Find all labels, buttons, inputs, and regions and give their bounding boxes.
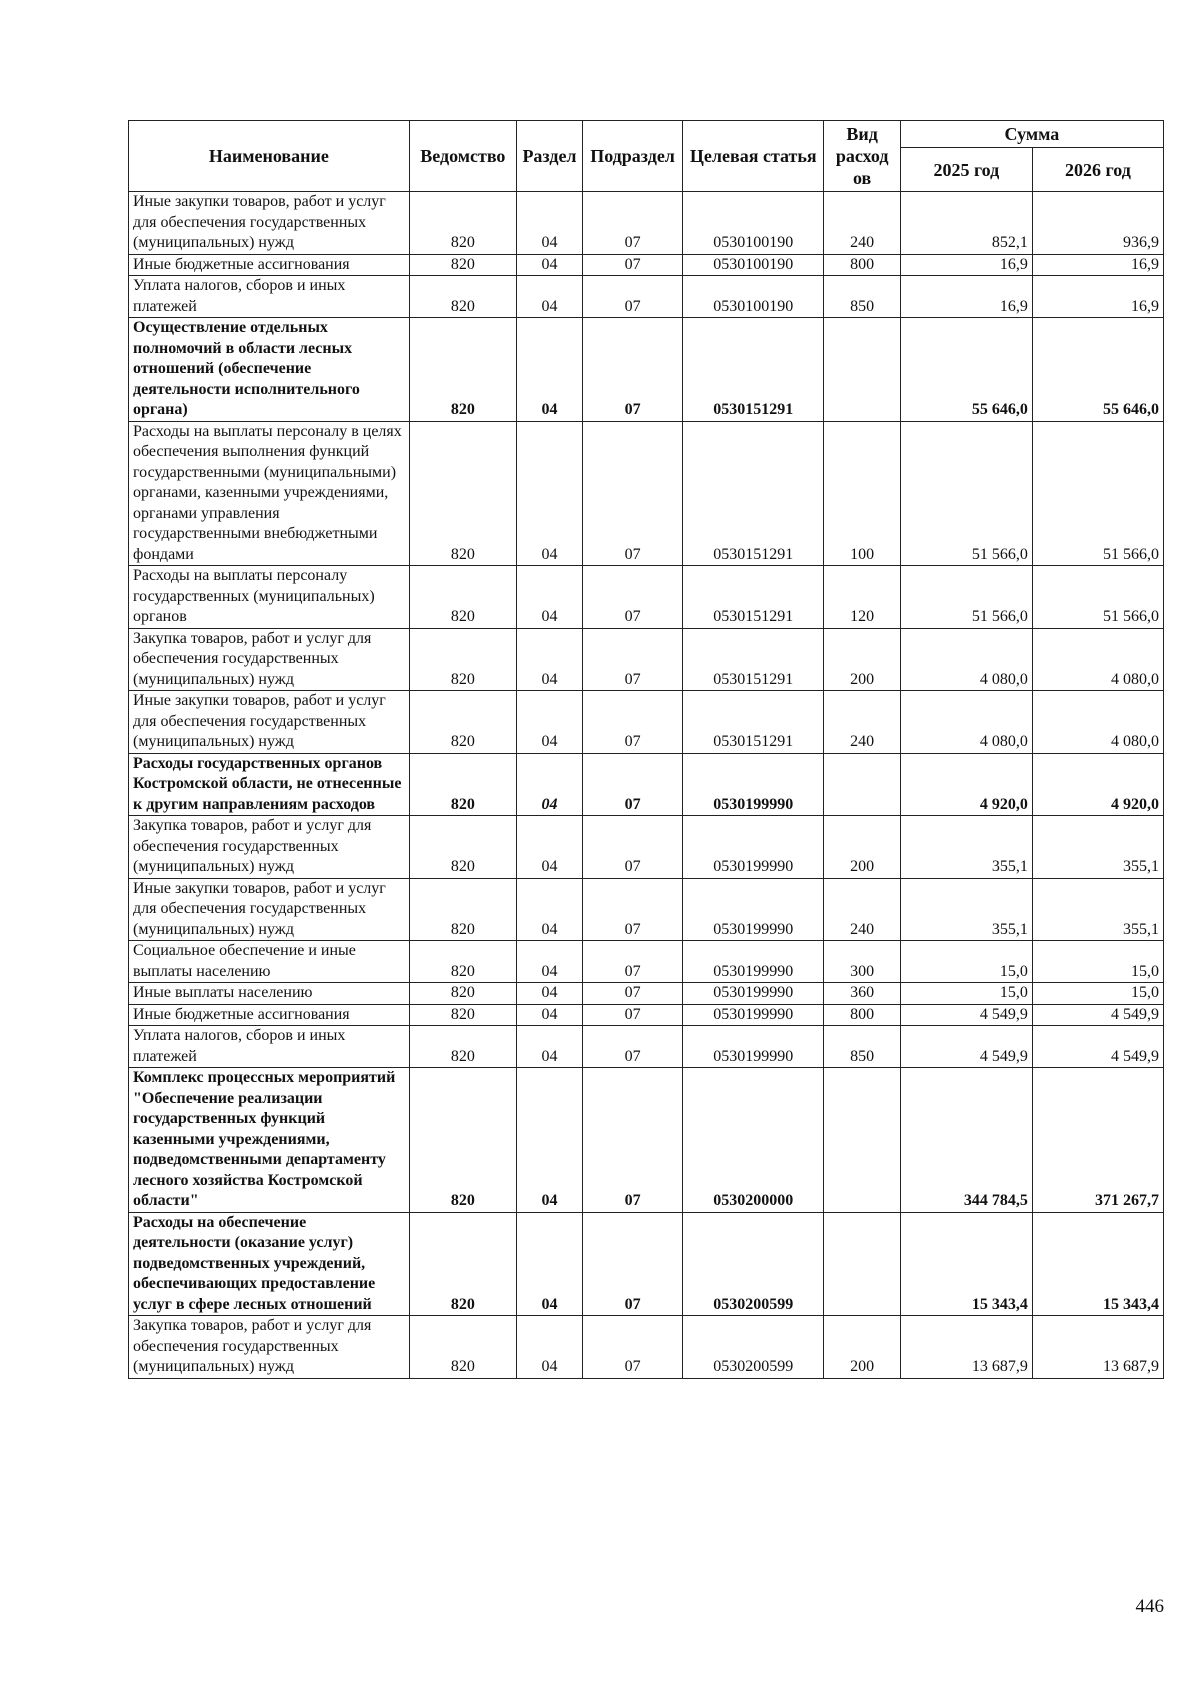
cell-sum-2025: 4 549,9 (900, 1004, 1032, 1026)
cell-podrazdel: 07 (583, 878, 683, 941)
cell-sum-2026: 55 646,0 (1032, 318, 1163, 422)
header-expense-type: Вид расход ов (824, 121, 900, 192)
cell-vedomstvo: 820 (409, 566, 516, 629)
cell-podrazdel: 07 (583, 1212, 683, 1316)
cell-razdel: 04 (516, 1004, 582, 1026)
cell-vedomstvo: 820 (409, 1004, 516, 1026)
table-row (129, 1004, 1164, 1026)
cell-expense-type (824, 318, 900, 422)
cell-vedomstvo: 820 (409, 941, 516, 983)
cell-razdel: 04 (516, 254, 582, 276)
cell-podrazdel: 07 (583, 1316, 683, 1379)
cell-sum-2025: 4 549,9 (900, 1026, 1032, 1068)
cell-vedomstvo: 820 (409, 192, 516, 255)
cell-target-article: 0530200599 (683, 1212, 824, 1316)
table-row (129, 691, 1164, 754)
cell-sum-2025: 355,1 (900, 878, 1032, 941)
cell-target-article: 0530100190 (683, 276, 824, 318)
table-row (129, 941, 1164, 983)
cell-sum-2026: 16,9 (1032, 254, 1163, 276)
cell-podrazdel: 07 (583, 983, 683, 1005)
cell-razdel: 04 (516, 1316, 582, 1379)
cell-expense-type: 360 (824, 983, 900, 1005)
cell-podrazdel: 07 (583, 1004, 683, 1026)
cell-razdel: 04 (516, 753, 582, 816)
cell-sum-2026: 16,9 (1032, 276, 1163, 318)
cell-podrazdel: 07 (583, 192, 683, 255)
cell-target-article: 0530200599 (683, 1316, 824, 1379)
cell-vedomstvo: 820 (409, 753, 516, 816)
table-row (129, 566, 1164, 629)
cell-sum-2026: 15,0 (1032, 983, 1163, 1005)
cell-sum-2025: 51 566,0 (900, 421, 1032, 566)
cell-name: Расходы на обеспечение деятельности (оказание услуг) подведомственных учреждений, обеспечивающих предоставление услуг в сфере лесных отношений (129, 1212, 410, 1316)
cell-sum-2026: 4 080,0 (1032, 628, 1163, 691)
table-row (129, 1316, 1164, 1379)
header-year-2026: 2026 год (1032, 148, 1163, 192)
cell-expense-type: 200 (824, 1316, 900, 1379)
cell-expense-type: 200 (824, 816, 900, 879)
cell-name: Иные бюджетные ассигнования (129, 1004, 410, 1026)
cell-podrazdel: 07 (583, 421, 683, 566)
cell-vedomstvo: 820 (409, 318, 516, 422)
cell-sum-2025: 4 080,0 (900, 628, 1032, 691)
cell-sum-2026: 15,0 (1032, 941, 1163, 983)
cell-razdel: 04 (516, 421, 582, 566)
cell-podrazdel: 07 (583, 1026, 683, 1068)
cell-vedomstvo: 820 (409, 276, 516, 318)
cell-sum-2025: 15,0 (900, 941, 1032, 983)
cell-name: Расходы на выплаты персоналу в целях обеспечения выполнения функций государственными (муниципальными) органами, казенными учреждениями, органами управления государственными внебюджетными фондами (129, 421, 410, 566)
table-row (129, 1068, 1164, 1213)
cell-vedomstvo: 820 (409, 816, 516, 879)
cell-name: Иные выплаты населению (129, 983, 410, 1005)
cell-expense-type (824, 753, 900, 816)
cell-podrazdel: 07 (583, 276, 683, 318)
cell-razdel: 04 (516, 318, 582, 422)
cell-name: Закупка товаров, работ и услуг для обеспечения государственных (муниципальных) нужд (129, 628, 410, 691)
cell-expense-type: 120 (824, 566, 900, 629)
cell-podrazdel: 07 (583, 691, 683, 754)
table-row (129, 318, 1164, 422)
cell-target-article: 0530151291 (683, 691, 824, 754)
cell-sum-2025: 51 566,0 (900, 566, 1032, 629)
cell-podrazdel: 07 (583, 566, 683, 629)
cell-name: Осуществление отдельных полномочий в области лесных отношений (обеспечение деятельности исполнительного органа) (129, 318, 410, 422)
cell-vedomstvo: 820 (409, 1068, 516, 1213)
header-name: Наименование (129, 121, 410, 192)
cell-razdel: 04 (516, 1212, 582, 1316)
cell-target-article: 0530199990 (683, 1004, 824, 1026)
cell-razdel: 04 (516, 1068, 582, 1213)
table-row (129, 276, 1164, 318)
table-row (129, 753, 1164, 816)
table-row (129, 983, 1164, 1005)
cell-target-article: 0530100190 (683, 192, 824, 255)
cell-expense-type: 200 (824, 628, 900, 691)
cell-razdel: 04 (516, 628, 582, 691)
cell-sum-2026: 4 920,0 (1032, 753, 1163, 816)
cell-vedomstvo: 820 (409, 1026, 516, 1068)
table-body (129, 192, 1164, 1379)
header-razdel: Раздел (516, 121, 582, 192)
cell-razdel: 04 (516, 276, 582, 318)
cell-sum-2025: 852,1 (900, 192, 1032, 255)
cell-vedomstvo: 820 (409, 254, 516, 276)
cell-name: Расходы на выплаты персоналу государственных (муниципальных) органов (129, 566, 410, 629)
cell-expense-type: 300 (824, 941, 900, 983)
cell-sum-2025: 55 646,0 (900, 318, 1032, 422)
cell-target-article: 0530199990 (683, 816, 824, 879)
cell-expense-type: 850 (824, 1026, 900, 1068)
cell-sum-2026: 13 687,9 (1032, 1316, 1163, 1379)
cell-sum-2026: 355,1 (1032, 878, 1163, 941)
cell-sum-2026: 371 267,7 (1032, 1068, 1163, 1213)
cell-name: Закупка товаров, работ и услуг для обеспечения государственных (муниципальных) нужд (129, 1316, 410, 1379)
cell-target-article: 0530151291 (683, 318, 824, 422)
cell-podrazdel: 07 (583, 318, 683, 422)
cell-sum-2026: 4 549,9 (1032, 1026, 1163, 1068)
cell-razdel: 04 (516, 816, 582, 879)
cell-sum-2025: 16,9 (900, 276, 1032, 318)
cell-target-article: 0530199990 (683, 753, 824, 816)
cell-name: Закупка товаров, работ и услуг для обеспечения государственных (муниципальных) нужд (129, 816, 410, 879)
cell-sum-2025: 4 080,0 (900, 691, 1032, 754)
cell-sum-2026: 936,9 (1032, 192, 1163, 255)
cell-razdel: 04 (516, 878, 582, 941)
cell-sum-2025: 15,0 (900, 983, 1032, 1005)
cell-sum-2025: 16,9 (900, 254, 1032, 276)
cell-vedomstvo: 820 (409, 878, 516, 941)
cell-name: Иные закупки товаров, работ и услуг для обеспечения государственных (муниципальных) нужд (129, 878, 410, 941)
cell-target-article: 0530199990 (683, 941, 824, 983)
cell-vedomstvo: 820 (409, 421, 516, 566)
cell-vedomstvo: 820 (409, 1316, 516, 1379)
cell-target-article: 0530100190 (683, 254, 824, 276)
cell-razdel: 04 (516, 1026, 582, 1068)
table-row (129, 1026, 1164, 1068)
cell-target-article: 0530151291 (683, 421, 824, 566)
table-header (129, 121, 1164, 192)
cell-expense-type: 800 (824, 1004, 900, 1026)
cell-expense-type (824, 1068, 900, 1213)
cell-sum-2025: 13 687,9 (900, 1316, 1032, 1379)
cell-razdel: 04 (516, 192, 582, 255)
cell-expense-type (824, 1212, 900, 1316)
cell-sum-2025: 344 784,5 (900, 1068, 1032, 1213)
table-row (129, 878, 1164, 941)
cell-sum-2026: 51 566,0 (1032, 566, 1163, 629)
cell-expense-type: 240 (824, 691, 900, 754)
cell-expense-type: 800 (824, 254, 900, 276)
cell-target-article: 0530199990 (683, 878, 824, 941)
cell-vedomstvo: 820 (409, 983, 516, 1005)
cell-podrazdel: 07 (583, 254, 683, 276)
header-summa: Сумма (900, 121, 1163, 148)
cell-podrazdel: 07 (583, 1068, 683, 1213)
cell-name: Иные бюджетные ассигнования (129, 254, 410, 276)
page-number: 446 (1135, 1596, 1164, 1617)
cell-expense-type: 240 (824, 878, 900, 941)
cell-name: Комплекс процессных мероприятий "Обеспечение реализации государственных функций казенными учреждениями, подведомственными департаменту лесного хозяйства Костромской области" (129, 1068, 410, 1213)
cell-razdel: 04 (516, 941, 582, 983)
cell-razdel: 04 (516, 691, 582, 754)
cell-target-article: 0530151291 (683, 566, 824, 629)
table-row (129, 1212, 1164, 1316)
cell-podrazdel: 07 (583, 941, 683, 983)
cell-name: Социальное обеспечение и иные выплаты населению (129, 941, 410, 983)
cell-vedomstvo: 820 (409, 691, 516, 754)
cell-vedomstvo: 820 (409, 1212, 516, 1316)
cell-target-article: 0530200000 (683, 1068, 824, 1213)
cell-podrazdel: 07 (583, 628, 683, 691)
table-row (129, 192, 1164, 255)
table-row (129, 421, 1164, 566)
cell-sum-2026: 15 343,4 (1032, 1212, 1163, 1316)
cell-sum-2026: 51 566,0 (1032, 421, 1163, 566)
cell-sum-2026: 4 080,0 (1032, 691, 1163, 754)
cell-expense-type: 240 (824, 192, 900, 255)
cell-sum-2025: 15 343,4 (900, 1212, 1032, 1316)
cell-vedomstvo: 820 (409, 628, 516, 691)
cell-podrazdel: 07 (583, 816, 683, 879)
header-year-2025: 2025 год (900, 148, 1032, 192)
table-row (129, 628, 1164, 691)
table-row (129, 254, 1164, 276)
cell-expense-type: 100 (824, 421, 900, 566)
cell-target-article: 0530199990 (683, 983, 824, 1005)
cell-name: Иные закупки товаров, работ и услуг для обеспечения государственных (муниципальных) нужд (129, 192, 410, 255)
cell-razdel: 04 (516, 983, 582, 1005)
cell-sum-2025: 355,1 (900, 816, 1032, 879)
cell-razdel: 04 (516, 566, 582, 629)
header-vedomstvo: Ведомство (409, 121, 516, 192)
cell-sum-2026: 355,1 (1032, 816, 1163, 879)
budget-table (128, 120, 1164, 1379)
cell-name: Уплата налогов, сборов и иных платежей (129, 1026, 410, 1068)
cell-podrazdel: 07 (583, 753, 683, 816)
header-target-article: Целевая статья (683, 121, 824, 192)
cell-sum-2026: 4 549,9 (1032, 1004, 1163, 1026)
cell-name: Иные закупки товаров, работ и услуг для обеспечения государственных (муниципальных) нужд (129, 691, 410, 754)
table-row (129, 816, 1164, 879)
cell-name: Расходы государственных органов Костромской области, не отнесенные к другим направлениям расходов (129, 753, 410, 816)
cell-expense-type: 850 (824, 276, 900, 318)
cell-target-article: 0530151291 (683, 628, 824, 691)
cell-name: Уплата налогов, сборов и иных платежей (129, 276, 410, 318)
cell-target-article: 0530199990 (683, 1026, 824, 1068)
header-podrazdel: Подраздел (583, 121, 683, 192)
cell-sum-2025: 4 920,0 (900, 753, 1032, 816)
